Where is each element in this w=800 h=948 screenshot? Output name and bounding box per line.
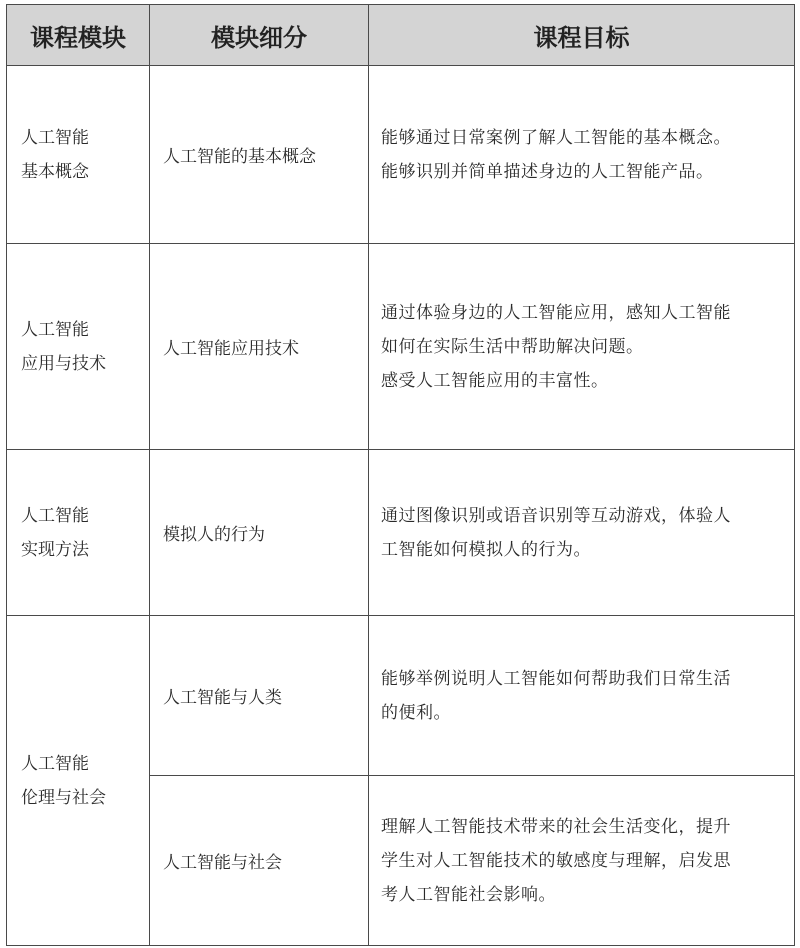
header-course-goal: 课程目标: [369, 5, 795, 66]
module-line: 人工智能: [21, 505, 89, 526]
goal-line: 工智能如何模拟人的行为。: [381, 539, 591, 560]
table-row: [7, 450, 795, 616]
module-line: 应用与技术: [21, 353, 106, 374]
subdivision-cell: 人工智能的基本概念: [150, 66, 369, 244]
goal-line: 理解人工智能技术带来的社会生活变化，提升: [381, 816, 731, 837]
goal-line: 能够举例说明人工智能如何帮助我们日常生活: [381, 668, 731, 689]
goal-line: 考人工智能社会影响。: [381, 884, 556, 905]
header-row: [7, 5, 795, 66]
module-line: 实现方法: [21, 539, 89, 560]
subdivision-cell: 人工智能与人类: [150, 616, 369, 776]
module-cell: [7, 244, 150, 450]
goal-line: 能够识别并简单描述身边的人工智能产品。: [381, 161, 714, 182]
module-line: 伦理与社会: [21, 787, 106, 808]
goal-line: 学生对人工智能技术的敏感度与理解，启发思: [381, 850, 731, 871]
module-cell: [7, 66, 150, 244]
module-line: 人工智能: [21, 127, 89, 148]
goal-line: 的便利。: [381, 702, 451, 723]
module-line: 人工智能: [21, 753, 89, 774]
goal-line: 能够通过日常案例了解人工智能的基本概念。: [381, 127, 731, 148]
goal-line: 如何在实际生活中帮助解决问题。: [381, 336, 644, 357]
goal-line: 感受人工智能应用的丰富性。: [381, 370, 609, 391]
table-row: [7, 616, 795, 776]
table-row: [7, 244, 795, 450]
module-cell: [7, 616, 150, 946]
goal-cell: [369, 66, 795, 244]
subdivision-cell: 人工智能应用技术: [150, 244, 369, 450]
goal-cell: [369, 776, 795, 946]
goal-cell: [369, 616, 795, 776]
course-table: [6, 4, 795, 946]
goal-cell: [369, 450, 795, 616]
module-cell: [7, 450, 150, 616]
header-course-module: 课程模块: [7, 5, 150, 66]
subdivision-cell: 模拟人的行为: [150, 450, 369, 616]
module-line: 基本概念: [21, 161, 89, 182]
goal-cell: [369, 244, 795, 450]
goal-line: 通过图像识别或语音识别等互动游戏，体验人: [381, 505, 731, 526]
header-module-subdivision: 模块细分: [150, 5, 369, 66]
table-row: [7, 66, 795, 244]
module-line: 人工智能: [21, 319, 89, 340]
subdivision-cell: 人工智能与社会: [150, 776, 369, 946]
goal-line: 通过体验身边的人工智能应用，感知人工智能: [381, 302, 731, 323]
